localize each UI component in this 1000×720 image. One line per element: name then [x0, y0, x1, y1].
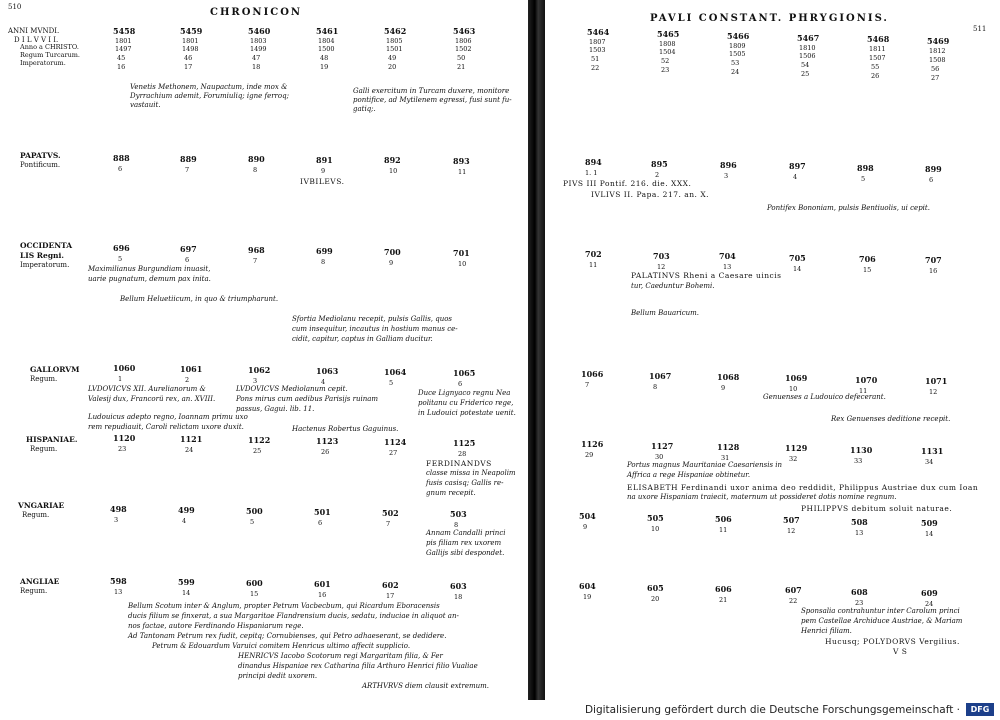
cell: 1803	[250, 37, 267, 45]
note-line: Genuenses a Ludouico defecerant.	[763, 393, 886, 401]
cell: 1066	[581, 369, 604, 379]
cell: 8	[653, 383, 658, 391]
cell: 1069	[785, 373, 808, 383]
note-line: Annam Candalli princi	[426, 529, 506, 537]
cell: 20	[388, 63, 397, 71]
cell: 894	[585, 157, 602, 167]
cell: 1811	[869, 45, 886, 53]
cell: 6	[185, 256, 190, 264]
note-line: FERDINANDVS	[426, 459, 492, 468]
cell: 55	[871, 63, 880, 71]
cell: 707	[925, 255, 942, 265]
cell: 1065	[453, 368, 476, 378]
section-sublabel: Pontificum.	[20, 161, 61, 169]
cell: 702	[585, 249, 602, 259]
footer-credit: Digitalisierung gefördert durch die Deutsche Forschungsgemeinschaft ·	[584, 704, 960, 716]
row-label: D I L V V I I.	[14, 36, 59, 44]
cell: 507	[783, 515, 800, 525]
note-line: na uxore Hispaniam traiecit, maternum ut possideret dotis nomine regnum.	[627, 493, 897, 501]
cell: 897	[789, 161, 806, 171]
cell: 599	[178, 577, 195, 587]
cell: 1126	[581, 439, 604, 449]
cell: 32	[789, 455, 798, 463]
cell: 1501	[386, 45, 403, 53]
cell: 20	[651, 595, 660, 603]
cell: 12	[929, 388, 938, 396]
cell: 34	[925, 458, 934, 466]
cell: 8	[253, 166, 258, 174]
cell: 896	[720, 160, 737, 170]
note-line: Galli exercitum in Turcam duxere, monitore	[353, 87, 510, 95]
cell: 16	[929, 267, 938, 275]
cell: 9	[721, 384, 726, 392]
note-line: ducis filium se finxerat, a sua Margaritae Flandrensium ducis, sedatu, induciae in aliquot an-	[128, 612, 459, 620]
cell: 50	[457, 54, 466, 62]
cell: 1805	[386, 37, 403, 45]
note-line: Ludouicus adepto regno, Ioannam primu uxo	[88, 413, 248, 421]
cell: 28	[458, 450, 467, 458]
cell: 19	[320, 63, 329, 71]
cell: 52	[661, 57, 670, 65]
cell: 1508	[929, 56, 946, 64]
cell: 51	[591, 55, 600, 63]
cell: 7	[585, 381, 590, 389]
section-label-angliae: ANGLIAE	[20, 577, 60, 586]
note-line: LVDOVICVS Mediolanum cepit.	[236, 385, 348, 393]
cell: 53	[731, 59, 740, 67]
cell: 26	[321, 448, 330, 456]
cell: 15	[250, 590, 259, 598]
section-sublabel: Regum.	[20, 587, 48, 595]
cell: 1504	[659, 48, 676, 56]
cell: 11	[859, 387, 868, 395]
page-title: CHRONICON	[210, 7, 303, 18]
cell: 5	[250, 518, 255, 526]
note-line: Bellum Heluetiicum, in quo & triumpharunt.	[120, 295, 279, 303]
cell: 27	[931, 74, 940, 82]
note-line: Sponsalia contrahuntur inter Carolum princi	[801, 607, 960, 615]
cell: 19	[583, 593, 592, 601]
note-line: gatiq;.	[353, 105, 376, 113]
note-line: dinandus Hispaniae rex Catharina filia Arthuro Henrici filio Vualiae	[238, 662, 478, 670]
cell: 1503	[589, 46, 606, 54]
cell: 1123	[316, 436, 339, 446]
cell: 892	[384, 155, 401, 165]
cell: 498	[110, 504, 127, 514]
cell: 1129	[785, 443, 808, 453]
cell: 701	[453, 248, 470, 258]
cell: 11	[589, 261, 598, 269]
cell: 1122	[248, 435, 271, 445]
cell: 509	[921, 518, 938, 528]
section-label-hispaniae: HISPANIAE.	[26, 435, 78, 444]
note-line: passus, Gagui. lib. 11.	[236, 405, 315, 413]
cell: 14	[793, 265, 802, 273]
cell: 598	[110, 576, 127, 586]
note-line: ARTHVRVS diem clausit extremum.	[362, 682, 489, 690]
cell: 10	[389, 167, 398, 175]
cell: 9	[321, 167, 326, 175]
cell: 968	[248, 245, 265, 255]
cell: 6	[929, 176, 934, 184]
cell: 508	[851, 517, 868, 527]
note-line: cidit, capitur, captus in Galliam ducitur.	[292, 335, 433, 343]
cell: 23	[855, 599, 864, 607]
year-cell: 5461	[316, 26, 339, 36]
cell: 18	[454, 593, 463, 601]
cell: 1808	[659, 40, 676, 48]
cell: 54	[801, 61, 810, 69]
cell: 56	[931, 65, 940, 73]
cell: 502	[382, 508, 399, 518]
cell: 3	[114, 516, 119, 524]
note-line: politanu cu Friderico rege,	[418, 399, 514, 407]
cell: 13	[855, 529, 864, 537]
cell: 505	[647, 513, 664, 523]
year-cell: 5468	[867, 34, 890, 44]
year-cell: 5458	[113, 26, 136, 36]
cell: 10	[651, 525, 660, 533]
cell: 21	[719, 596, 728, 604]
section-sublabel: Regum.	[30, 375, 58, 383]
cell: 26	[871, 72, 880, 80]
cell: 705	[789, 253, 806, 263]
page-number: 510	[8, 3, 22, 11]
cell: 21	[457, 63, 466, 71]
section-sublabel: Imperatorum.	[20, 261, 70, 269]
cell: 1068	[717, 372, 740, 382]
cell: 1804	[318, 37, 335, 45]
cell: 1801	[115, 37, 132, 45]
cell: 4	[182, 517, 187, 525]
cell: 890	[248, 154, 265, 164]
note-line: Venetis Methonem, Naupactum, inde mox &	[130, 83, 288, 91]
year-cell: 5466	[727, 31, 750, 41]
cell: 1807	[589, 38, 606, 46]
cell: 15	[863, 266, 872, 274]
cell: 601	[314, 579, 331, 589]
cell: 6	[458, 380, 463, 388]
cell: 1121	[180, 434, 203, 444]
cell: 889	[180, 154, 197, 164]
cell: 699	[316, 246, 333, 256]
cell: 1809	[729, 42, 746, 50]
cell: 9	[583, 523, 588, 531]
section-label-gallorum: GALLORVM	[30, 365, 80, 374]
cell: 1498	[182, 45, 199, 53]
note-line: Bellum Scotum inter & Anglum, propter Petrum Vacbecbum, qui Ricardum Eboracensis	[128, 602, 440, 610]
cell: 31	[721, 454, 730, 462]
cell: 1502	[455, 45, 472, 53]
note-line: HENRICVS Iacobo Scotorum regi Margaritam filia, & Fer	[238, 652, 443, 660]
cell: 600	[246, 578, 263, 588]
cell: 17	[386, 592, 395, 600]
cell: 16	[318, 591, 327, 599]
note-line: IVLIVS II. Papa. 217. an. X.	[591, 190, 710, 199]
cell: 899	[925, 164, 942, 174]
cell: 3	[253, 377, 258, 385]
cell: 1806	[455, 37, 472, 45]
page-title: PAVLI CONSTANT. PHRYGIONIS.	[650, 13, 889, 24]
cell: 4	[793, 173, 798, 181]
cell: 22	[789, 597, 798, 605]
cell: 706	[859, 254, 876, 264]
cell: 48	[320, 54, 329, 62]
cell: 893	[453, 156, 470, 166]
note-line: pis filiam rex uxorem	[426, 539, 502, 547]
note-line: PHILIPPVS debitum soluit naturae.	[801, 504, 953, 513]
cell: 49	[388, 54, 397, 62]
section-label-occidentalis: OCCIDENTA	[20, 241, 73, 250]
cell: 1812	[929, 47, 946, 55]
year-cell: 5463	[453, 26, 476, 36]
note-line: uarie pugnatum, demum pax inita.	[88, 275, 211, 283]
row-label: ANNI MVNDI.	[8, 27, 60, 35]
note-line: Bellum Bauaricum.	[631, 309, 700, 317]
cell: 10	[458, 260, 467, 268]
note-line: principi dedit uxorem.	[238, 672, 318, 680]
cell: 17	[184, 63, 193, 71]
note-line: nos factae, autore Ferdinando Hispaniarum rege.	[128, 622, 304, 630]
cell: 503	[450, 509, 467, 519]
cell: 11	[458, 168, 467, 176]
note-line: rem repudiauit, Caroli relictam uxore duxit.	[88, 423, 244, 431]
cell: 2	[185, 376, 190, 384]
cell: 1063	[316, 366, 339, 376]
cell: 697	[180, 244, 197, 254]
iubileus-label: IVBILEVS.	[300, 177, 345, 186]
note-line: Duce Lignyaco regnu Nea	[418, 389, 511, 397]
cell: 1. 1	[585, 169, 598, 177]
note-line: Pons mirus cum aedibus Parisijs ruinam	[236, 395, 379, 403]
year-cell: 5467	[797, 33, 820, 43]
note-line: vastauit.	[130, 101, 161, 109]
row-label: Regum Turcarum.	[20, 51, 80, 59]
cell: 22	[591, 64, 600, 72]
note-line: PIVS III Pontif. 216. die. XXX.	[563, 179, 692, 188]
cell: 602	[382, 580, 399, 590]
cell: 500	[246, 506, 263, 516]
note-line: Henrici filiam.	[801, 627, 852, 635]
cell: 1060	[113, 363, 136, 373]
note-line: Portus magnus Mauritaniae Caesariensis in	[627, 461, 783, 469]
cell: 1	[118, 375, 123, 383]
cell: 1061	[180, 364, 203, 374]
section-label-papatus: PAPATVS.	[20, 151, 61, 160]
cell: 5	[118, 255, 123, 263]
note-line: pem Castellae Archiduce Austriae, & Mariam	[801, 617, 963, 625]
cell: 608	[851, 587, 868, 597]
cell: 604	[579, 581, 596, 591]
cell: 12	[787, 527, 796, 535]
cell: 1125	[453, 438, 476, 448]
section-sublabel: Regum.	[30, 445, 58, 453]
note-line: Rex Genuenses deditione recepit.	[831, 415, 951, 423]
cell: 6	[118, 165, 123, 173]
cell: 9	[389, 259, 394, 267]
cell: 703	[653, 251, 670, 261]
cell: 7	[185, 166, 190, 174]
note-line: PALATINVS Rheni a Caesare uincis	[631, 271, 782, 280]
cell: 506	[715, 514, 732, 524]
book-gutter	[528, 0, 545, 700]
note-line: Hactenus Robertus Gaguinus.	[292, 425, 399, 433]
note-line: Valesij dux, Francorü rex, an. XVIII.	[88, 395, 216, 403]
cell: 8	[454, 521, 459, 529]
cell: 606	[715, 584, 732, 594]
cell: 18	[252, 63, 261, 71]
cell: 1810	[799, 44, 816, 52]
cell: 605	[647, 583, 664, 593]
cell: 501	[314, 507, 331, 517]
cell: 24	[185, 446, 194, 454]
cell: 1127	[651, 441, 674, 451]
cell: 1497	[115, 45, 132, 53]
note-line: V S	[893, 647, 908, 656]
cell: 1064	[384, 367, 407, 377]
row-label: Imperatorum.	[20, 59, 66, 67]
cell: 1507	[869, 54, 886, 62]
cell: 1499	[250, 45, 267, 53]
note-line: Sfortia Mediolanu recepit, pulsis Gallis, quos	[292, 315, 453, 323]
cell: 898	[857, 163, 874, 173]
cell: 4	[321, 378, 326, 386]
note-line: LVDOVICVS XII. Aurelianorum &	[88, 385, 206, 393]
right-page	[545, 0, 1000, 700]
note-line: pontifice, ad Mytilenem egressi, fusi sunt fu-	[353, 96, 512, 104]
note-line: Affrica a rege Hispaniae obtinetur.	[627, 471, 751, 479]
note-line: Gallijs sibi despondet.	[426, 549, 505, 557]
cell: 3	[724, 172, 729, 180]
note-line: Hucusq; POLYDORVS Vergilius.	[825, 637, 960, 646]
cell: 45	[117, 54, 126, 62]
cell: 14	[182, 589, 191, 597]
cell: 1071	[925, 376, 948, 386]
cell: 696	[113, 243, 130, 253]
cell: 895	[651, 159, 668, 169]
note-line: in Ludouici potestate uenit.	[418, 409, 516, 417]
note-line: Pontifex Bononiam, pulsis Bentiuolis, ui cepit.	[767, 204, 930, 212]
cell: 607	[785, 585, 802, 595]
cell: 23	[118, 445, 127, 453]
cell: 6	[318, 519, 323, 527]
cell: 2	[655, 171, 660, 179]
cell: 504	[579, 511, 596, 521]
cell: 609	[921, 588, 938, 598]
cell: 704	[719, 251, 736, 261]
cell: 30	[655, 453, 664, 461]
note-line: cum insequitur, incautus in hostium manus ce-	[292, 325, 458, 333]
page-number: 511	[973, 25, 987, 33]
year-cell: 5465	[657, 29, 680, 39]
year-cell: 5469	[927, 36, 950, 46]
cell: 25	[801, 70, 810, 78]
cell: 603	[450, 581, 467, 591]
note-line: tur, Caeduntur Bohemi.	[631, 282, 715, 290]
section-label-ungariae: VNGARIAE	[18, 501, 65, 510]
cell: 7	[253, 257, 258, 265]
cell: 700	[384, 247, 401, 257]
cell: 1120	[113, 433, 136, 443]
cell: 1505	[729, 50, 746, 58]
cell: 1124	[384, 437, 407, 447]
cell: 5	[389, 379, 394, 387]
cell: 1801	[182, 37, 199, 45]
cell: 7	[386, 520, 391, 528]
year-cell: 5462	[384, 26, 407, 36]
cell: 5	[861, 175, 866, 183]
cell: 23	[661, 66, 670, 74]
cell: 24	[925, 600, 934, 608]
cell: 1500	[318, 45, 335, 53]
note-line: Ad Tantonam Petrum rex fudit, cepitq; Cornubienses, qui Petro adhaeserant, se dedidere.	[128, 632, 447, 640]
cell: 27	[389, 449, 398, 457]
dfg-logo[interactable]: DFG	[966, 703, 994, 716]
cell: 1131	[921, 446, 944, 456]
cell: 14	[925, 530, 934, 538]
cell: 888	[113, 153, 130, 163]
note-line: gnum recepit.	[426, 489, 476, 497]
section-label-occidentalis: LIS Regni.	[20, 251, 64, 260]
cell: 46	[184, 54, 193, 62]
section-sublabel: Regum.	[22, 511, 50, 519]
cell: 8	[321, 258, 326, 266]
cell: 1062	[248, 365, 271, 375]
cell: 1506	[799, 52, 816, 60]
cell: 1070	[855, 375, 878, 385]
cell: 25	[253, 447, 262, 455]
cell: 24	[731, 68, 740, 76]
year-cell: 5459	[180, 26, 203, 36]
note-line: Dyrrachium ademit, Forumiuliq; igne ferroq;	[130, 92, 289, 100]
year-cell: 5460	[248, 26, 271, 36]
footer-bar	[0, 700, 1000, 720]
cell: 16	[117, 63, 126, 71]
cell: 1130	[850, 445, 873, 455]
cell: 33	[854, 457, 863, 465]
cell: 10	[789, 385, 798, 393]
note-line: classe missa in Neapolim	[426, 469, 516, 477]
cell: 1067	[649, 371, 672, 381]
note-line: Maximilianus Burgundiam inuasit,	[88, 265, 211, 273]
cell: 499	[178, 505, 195, 515]
row-label: Anno a CHRISTO.	[20, 43, 79, 51]
cell: 891	[316, 155, 333, 165]
cell: 11	[719, 526, 728, 534]
cell: 13	[723, 263, 732, 271]
note-line: ELISABETH Ferdinandi uxor anima deo reddidit, Philippus Austriae dux cum Ioan	[627, 483, 979, 492]
cell: 13	[114, 588, 123, 596]
year-cell: 5464	[587, 27, 610, 37]
cell: 29	[585, 451, 594, 459]
note-line: fusis casisq; Gallis re-	[426, 479, 504, 487]
cell: 47	[252, 54, 261, 62]
cell: 12	[657, 263, 666, 271]
note-line: Petrum & Edouardum Varuici comitem Henricus ultimo affecit supplicio.	[152, 642, 411, 650]
cell: 1128	[717, 442, 740, 452]
